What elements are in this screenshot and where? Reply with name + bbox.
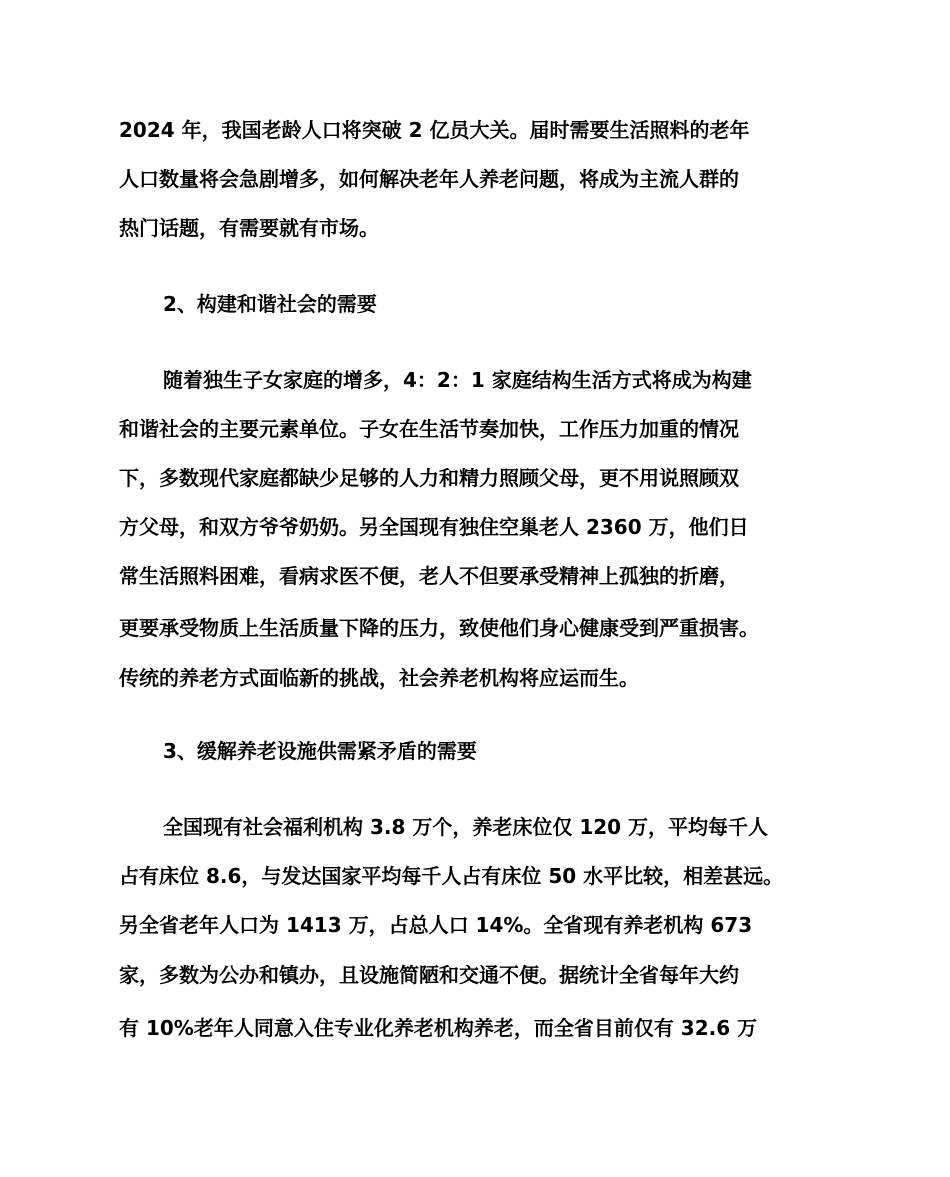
paragraph-2-line-6: 更要承受物质上生活质量下降的压力，致使他们身心健康受到严重损害。	[119, 616, 759, 640]
paragraph-3-line-3: 另全省老年人口为 1413 万，占总人口 14%。全省现有养老机构 673	[119, 913, 753, 937]
paragraph-3-line-5: 有 10%老年人同意入住专业化养老机构养老，而全省目前仅有 32.6 万	[119, 1016, 758, 1040]
section-heading-3: 3、缓解养老设施供需紧矛盾的需要	[163, 739, 477, 763]
paragraph-2-line-4: 方父母，和双方爷爷奶奶。另全国现有独住空巢老人 2360 万，他们日	[119, 515, 749, 539]
paragraph-2-line-3: 下，多数现代家庭都缺少足够的人力和精力照顾父母，更不用说照顾双	[119, 466, 739, 490]
paragraph-3-line-1: 全国现有社会福利机构 3.8 万个，养老床位仅 120 万，平均每千人	[163, 815, 769, 839]
paragraph-3-line-4: 家，多数为公办和镇办，且设施简陋和交通不便。据统计全省每年大约	[119, 963, 739, 987]
paragraph-2-line-2: 和谐社会的主要元素单位。子女在生活节奏加快，工作压力加重的情况	[119, 417, 739, 441]
paragraph-2-line-7: 传统的养老方式面临新的挑战，社会养老机构将应运而生。	[119, 666, 639, 690]
paragraph-1-line-1: 2024 年，我国老龄人口将突破 2 亿员大关。届时需要生活照料的老年	[119, 118, 750, 142]
paragraph-3-line-2: 占有床位 8.6，与发达国家平均每千人占有床位 50 水平比较，相差甚远。	[119, 864, 784, 888]
paragraph-2-line-1: 随着独生子女家庭的增多，4：2：1 家庭结构生活方式将成为构建	[163, 368, 752, 392]
paragraph-2-line-5: 常生活照料困难，看病求医不便，老人不但要承受精神上孤独的折磨，	[119, 564, 739, 588]
section-heading-2: 2、构建和谐社会的需要	[163, 292, 377, 316]
paragraph-1-line-2: 人口数量将会急剧增多，如何解决老年人养老问题，将成为主流人群的	[119, 167, 739, 191]
paragraph-1-line-3: 热门话题，有需要就有市场。	[119, 216, 379, 240]
